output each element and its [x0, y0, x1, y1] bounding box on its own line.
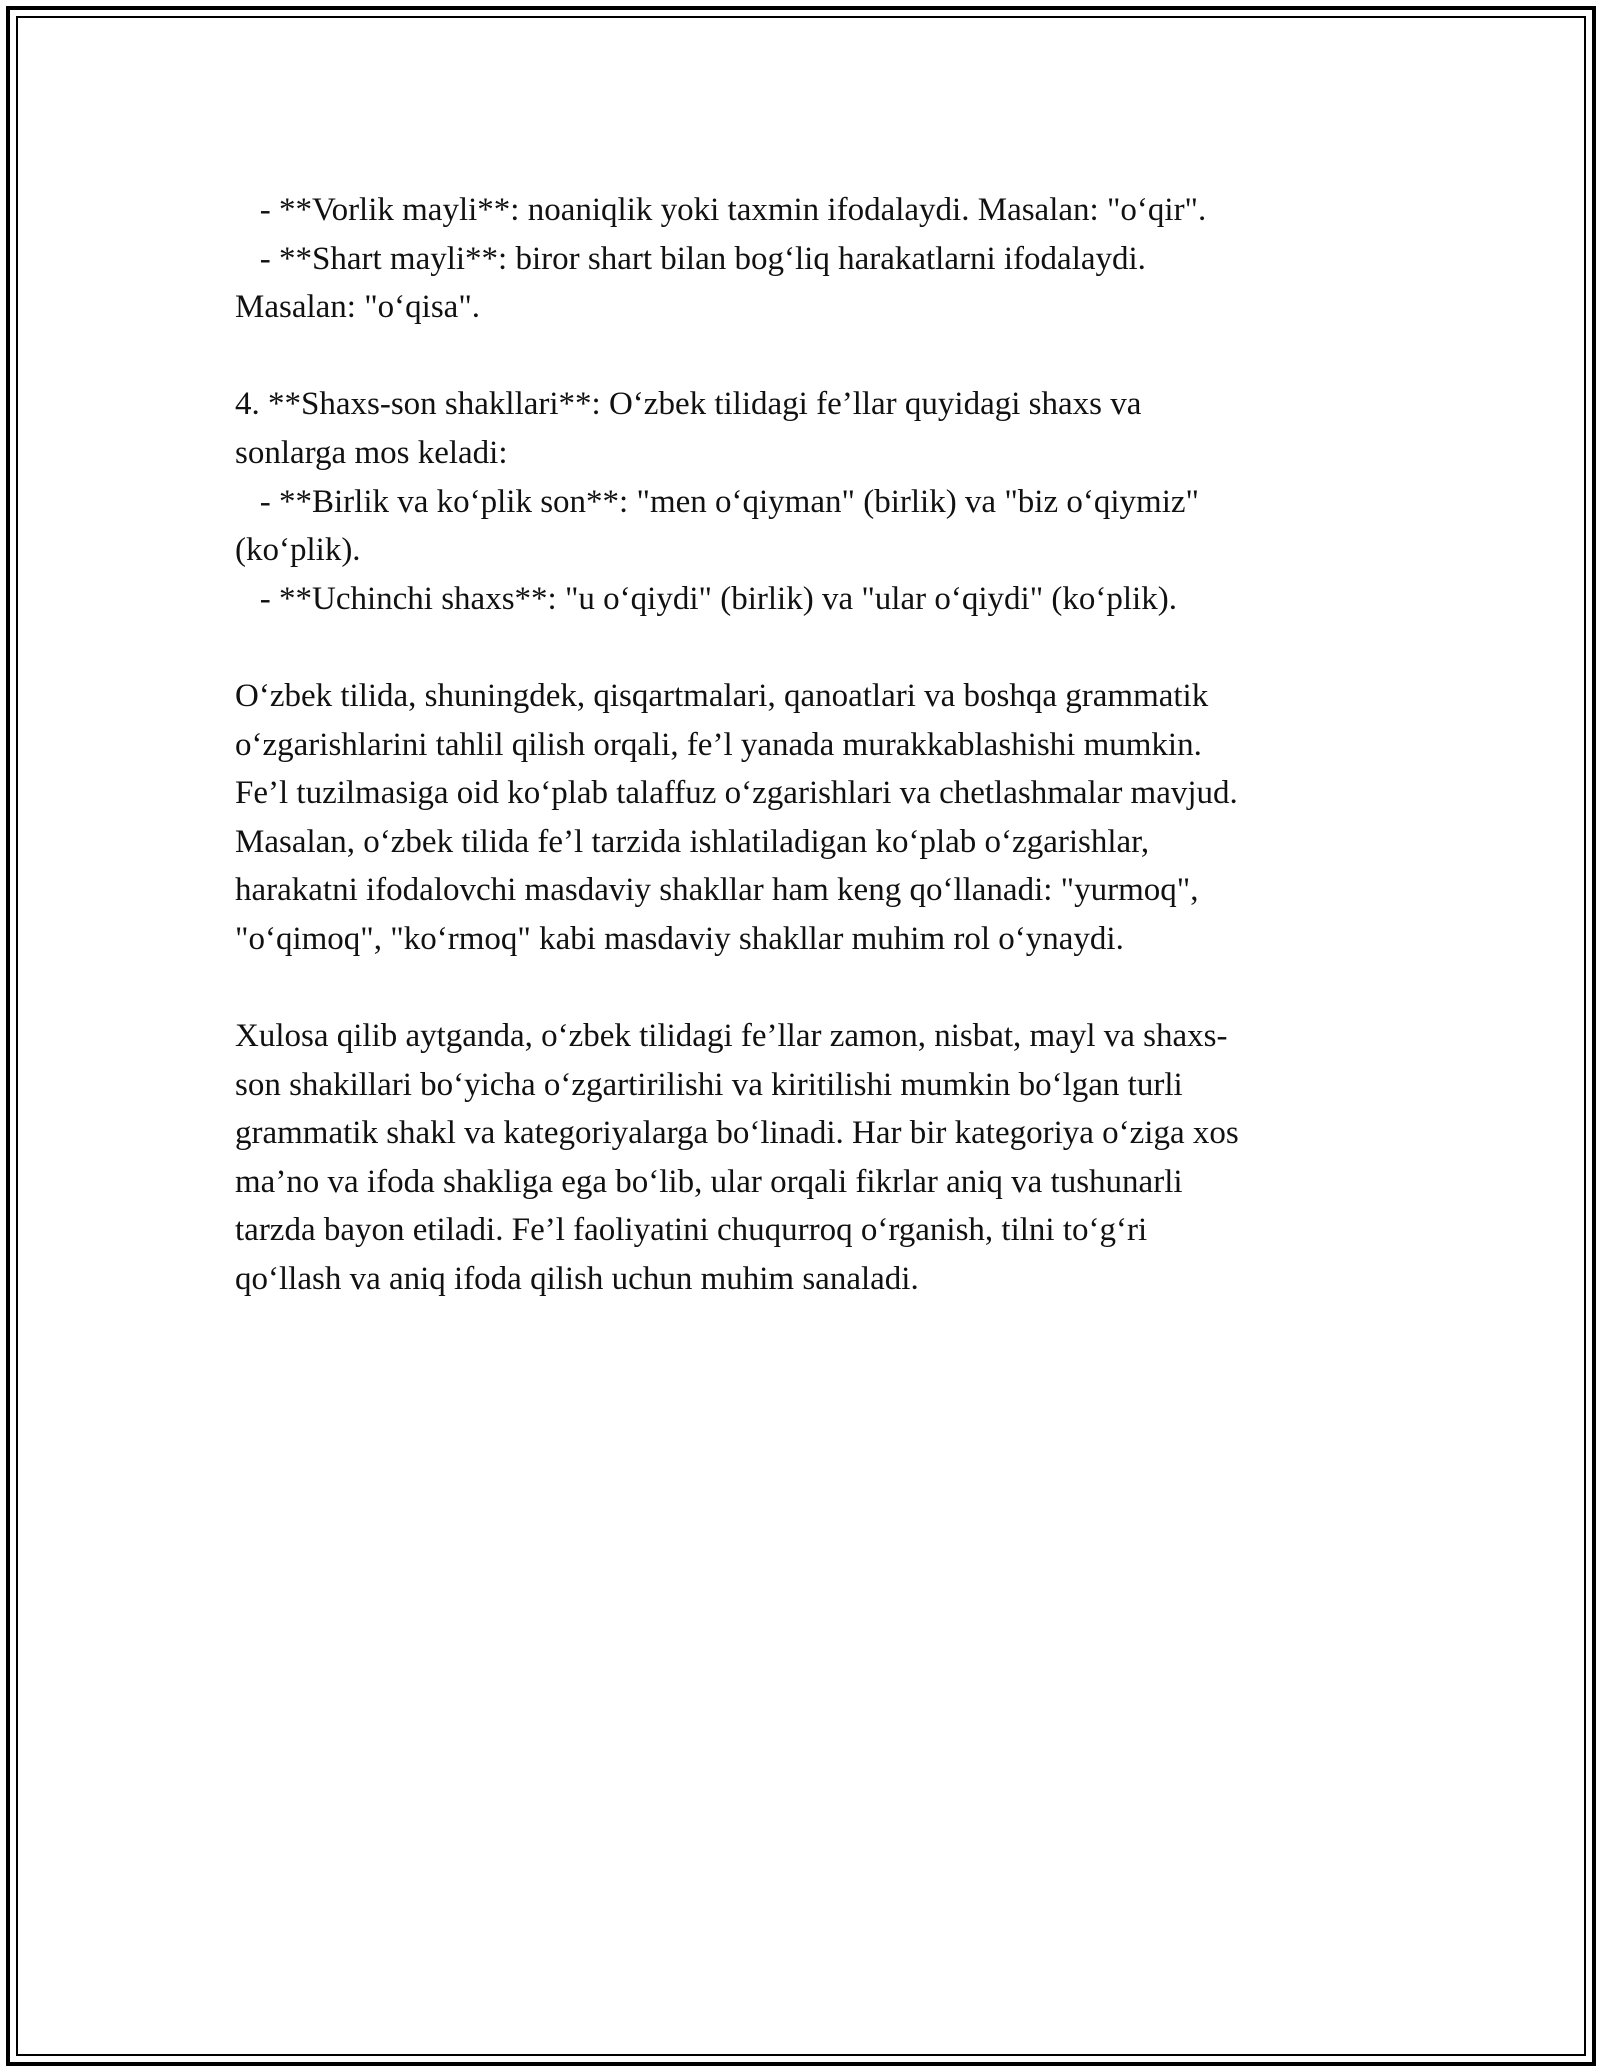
text-line: - **Birlik va ko‘plik son**: "men o‘qiyman" (birlik) va "biz o‘qiymiz" [235, 483, 1199, 520]
text-line: Xulosa qilib aytganda, o‘zbek tilidagi fe’llar zamon, nisbat, mayl va shaxs- [235, 1018, 1228, 1055]
text-line: - **Vorlik mayli**: noaniqlik yoki taxmin ifodalaydi. Masalan: "o‘qir". [235, 192, 1207, 228]
text-line: Fe’l tuzilmasiga oid ko‘plab talaffuz o‘zgarishlari va chetlashmalar mavjud. [235, 775, 1238, 812]
text-line: Masalan, o‘zbek tilida fe’l tarzida ishlatiladigan ko‘plab o‘zgarishlar, [235, 823, 1150, 860]
text-line: sonlarga mos keladi: [235, 434, 508, 471]
text-line: - **Uchinchi shaxs**: "u o‘qiydi" (birlik) va "ular o‘qiydi" (ko‘plik). [235, 580, 1177, 617]
text-line: harakatni ifodalovchi masdaviy shakllar ham keng qo‘llanadi: "yurmoq", [235, 872, 1199, 909]
text-line: O‘zbek tilida, shuningdek, qisqartmalari, qanoatlari va boshqa grammatik [235, 677, 1209, 714]
text-line: "o‘qimoq", "ko‘rmoq" kabi masdaviy shakllar muhim rol o‘ynaydi. [235, 920, 1124, 957]
text-line: 4. **Shaxs-son shakllari**: O‘zbek tilidagi fe’llar quyidagi shaxs va [235, 386, 1142, 423]
paragraph-gap [235, 332, 1365, 381]
text-line: grammatik shakl va kategoriyalarga bo‘linadi. Har bir kategoriya o‘ziga xos [235, 1115, 1239, 1152]
text-line: son shakillari bo‘yicha o‘zgartirilishi va kiritilishi mumkin bo‘lgan turli [235, 1066, 1183, 1103]
paragraph-gap [235, 964, 1365, 1013]
text-line: - **Shart mayli**: biror shart bilan bog‘liq harakatlarni ifodalaydi. [235, 240, 1146, 277]
text-line: (ko‘plik). [235, 532, 361, 569]
document-body [235, 186, 1365, 1304]
text-line: o‘zgarishlarini tahlil qilish orqali, fe’l yanada murakkablashishi mumkin. [235, 726, 1202, 763]
paragraph-gap [235, 623, 1365, 672]
text-line: tarzda bayon etiladi. Fe’l faoliyatini chuqurroq o‘rganish, tilni to‘g‘ri [235, 1212, 1148, 1249]
text-line: qo‘llash va aniq ifoda qilish uchun muhim sanaladi. [235, 1261, 919, 1298]
text-line: Masalan: "o‘qisa". [235, 289, 481, 326]
text-line: ma’no va ifoda shakliga ega bo‘lib, ular orqali fikrlar aniq va tushunarli [235, 1163, 1183, 1200]
